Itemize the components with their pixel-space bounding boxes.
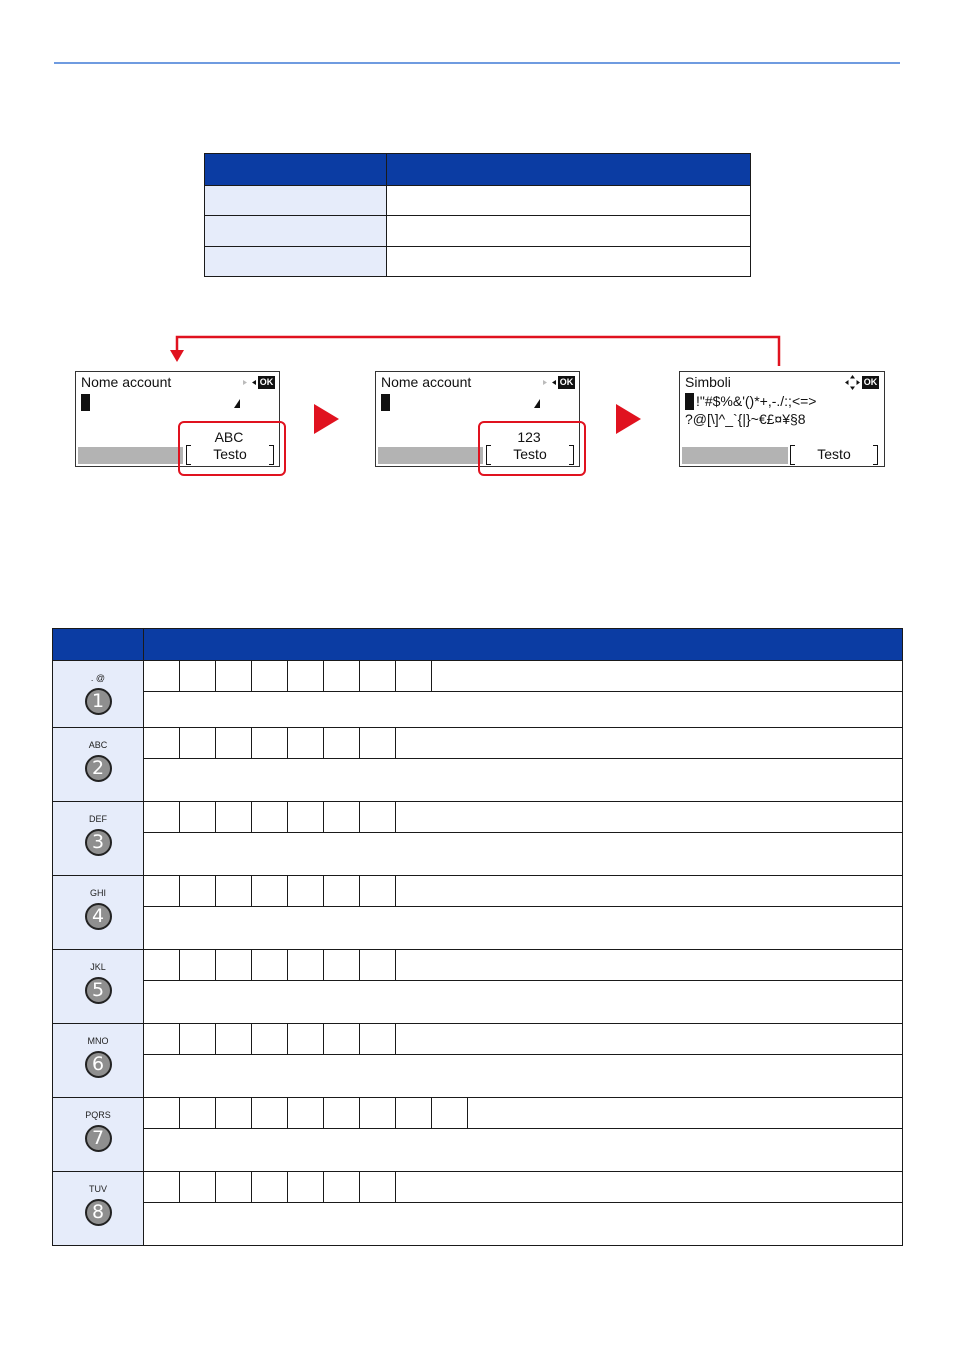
character-cell — [144, 1024, 180, 1054]
numeric-key-icon: 4 — [85, 903, 112, 930]
character-cell — [216, 1098, 252, 1128]
mode-table-cell — [205, 216, 387, 246]
character-cell — [360, 876, 396, 906]
character-cell — [396, 1098, 432, 1128]
key-table-header — [53, 629, 903, 661]
key-table-header-cell — [144, 629, 903, 661]
lcd-screen-symbols — [679, 371, 885, 467]
cursor-arrows-icon — [242, 375, 257, 390]
character-cells — [144, 950, 903, 981]
mode-table-header-cell — [205, 154, 387, 186]
character-cell — [216, 876, 252, 906]
next-step-arrow-icon — [314, 404, 339, 434]
mode-table-row — [205, 216, 751, 246]
symbol-row-1: !"#$%&'()*+,-./:;<=> — [696, 393, 817, 409]
key-letters-label: JKL — [90, 962, 106, 972]
text-cursor — [685, 393, 694, 410]
status-bar — [378, 447, 483, 464]
character-cell — [144, 1098, 180, 1128]
key-cell — [53, 1172, 144, 1246]
next-step-arrow-icon — [616, 404, 641, 434]
ok-icon: OK — [559, 377, 574, 387]
character-cell — [180, 1024, 216, 1054]
mode-table-cell — [387, 216, 751, 246]
key-letters-label: GHI — [89, 888, 106, 898]
key-row — [53, 728, 903, 759]
mode-table-cell — [387, 186, 751, 216]
key-row — [53, 1172, 903, 1203]
ok-icon: OK — [259, 377, 274, 387]
character-cell — [288, 802, 324, 832]
character-cells — [144, 661, 903, 692]
key-cell — [53, 802, 144, 876]
input-indicator-icon — [534, 399, 540, 408]
character-cell — [324, 876, 360, 906]
character-cells — [144, 1172, 903, 1203]
key-letters-label: DEF — [89, 814, 107, 824]
numeric-key-icon: 5 — [85, 977, 112, 1004]
key-row — [53, 661, 903, 692]
key-description-row — [53, 981, 903, 1024]
screen-title: Nome account — [381, 374, 472, 390]
character-cell — [360, 1098, 396, 1128]
key-description-cell — [144, 981, 903, 1024]
softkey-testo[interactable]: Testo — [186, 445, 274, 464]
character-cell — [144, 661, 180, 691]
key-description-row — [53, 1129, 903, 1172]
key-description-row — [53, 759, 903, 802]
screen-title: Nome account — [81, 374, 172, 390]
character-cell — [180, 950, 216, 980]
key-letters-label: PQRS — [85, 1110, 111, 1120]
key-cell — [53, 1024, 144, 1098]
character-cell — [216, 728, 252, 758]
key-description-row — [53, 907, 903, 950]
character-cell — [252, 950, 288, 980]
mode-table-cell — [205, 186, 387, 216]
character-cell — [396, 661, 432, 691]
key-cell — [53, 728, 144, 802]
character-cell — [216, 950, 252, 980]
mode-table-row — [205, 186, 751, 216]
character-cell — [360, 802, 396, 832]
mode-table-row — [205, 246, 751, 276]
key-cell — [53, 661, 144, 728]
status-bar — [682, 447, 788, 464]
key-description-cell — [144, 1203, 903, 1246]
character-cell — [180, 661, 216, 691]
mode-table-header — [205, 154, 751, 186]
ok-icon: OK — [863, 377, 878, 387]
character-cell — [324, 802, 360, 832]
key-description-row — [53, 833, 903, 876]
symbol-row-2: ?@[\]^_`{|}~€£¤¥§8 — [685, 411, 806, 427]
text-cursor — [81, 394, 90, 411]
character-cells — [144, 1024, 903, 1055]
input-mode-label: 123 — [517, 429, 541, 445]
character-cell — [252, 1172, 288, 1202]
character-cell — [324, 661, 360, 691]
key-row — [53, 1024, 903, 1055]
key-description-row — [53, 692, 903, 728]
character-cell — [288, 950, 324, 980]
four-way-arrows-icon — [845, 375, 860, 390]
key-letters-label: . @ — [90, 673, 106, 683]
character-cell — [144, 876, 180, 906]
numeric-key-icon: 3 — [85, 829, 112, 856]
screen-title: Simboli — [685, 374, 731, 390]
character-cell — [180, 876, 216, 906]
input-mode-label: ABC — [214, 429, 244, 445]
character-cell — [216, 802, 252, 832]
character-cells — [144, 802, 903, 833]
key-letters-label: TUV — [89, 1184, 107, 1194]
mode-table-cell — [387, 246, 751, 276]
numeric-key-icon: 2 — [85, 755, 112, 782]
character-cells — [144, 728, 903, 759]
character-cell — [216, 1172, 252, 1202]
character-cell — [252, 661, 288, 691]
character-cell — [360, 728, 396, 758]
character-cells — [144, 1098, 903, 1129]
key-description-row — [53, 1203, 903, 1246]
character-cell — [144, 1172, 180, 1202]
key-description-cell — [144, 833, 903, 876]
key-row — [53, 950, 903, 981]
character-cell — [252, 1024, 288, 1054]
key-description-cell — [144, 1055, 903, 1098]
loop-back-arrow — [165, 330, 790, 370]
character-cell — [324, 1172, 360, 1202]
input-indicator-icon — [234, 399, 240, 408]
key-row — [53, 1098, 903, 1129]
character-cell — [288, 1024, 324, 1054]
key-table-header-cell — [53, 629, 144, 661]
status-bar — [78, 447, 183, 464]
mode-table — [204, 153, 751, 277]
softkey-testo[interactable]: Testo — [790, 445, 878, 464]
text-cursor — [381, 394, 390, 411]
key-letters-label: ABC — [88, 740, 108, 750]
mode-highlight-box — [478, 421, 586, 476]
character-cell — [144, 802, 180, 832]
character-cell — [324, 728, 360, 758]
character-cell — [252, 728, 288, 758]
top-rule — [54, 62, 900, 64]
character-cell — [288, 728, 324, 758]
character-cell — [252, 1098, 288, 1128]
character-cell — [324, 1098, 360, 1128]
key-cell — [53, 876, 144, 950]
key-description-cell — [144, 1129, 903, 1172]
key-description-row — [53, 1055, 903, 1098]
key-cell — [53, 1098, 144, 1172]
character-cell — [324, 1024, 360, 1054]
key-cell — [53, 950, 144, 1024]
character-cell — [144, 950, 180, 980]
key-letters-label: MNO — [87, 1036, 109, 1046]
character-cell — [360, 950, 396, 980]
character-cell — [216, 1024, 252, 1054]
key-description-cell — [144, 759, 903, 802]
key-description-cell — [144, 692, 903, 728]
character-cell — [360, 1172, 396, 1202]
character-cell — [252, 802, 288, 832]
character-cell — [180, 728, 216, 758]
numeric-key-icon: 8 — [85, 1199, 112, 1226]
numeric-key-icon: 7 — [85, 1125, 112, 1152]
character-cell — [180, 1098, 216, 1128]
character-cell — [288, 1098, 324, 1128]
cursor-arrows-icon — [542, 375, 557, 390]
character-cell — [180, 1172, 216, 1202]
character-cell — [252, 876, 288, 906]
character-cell — [288, 1172, 324, 1202]
softkey-testo[interactable]: Testo — [486, 445, 574, 464]
mode-table-cell — [205, 246, 387, 276]
key-row — [53, 876, 903, 907]
character-cell — [180, 802, 216, 832]
key-description-cell — [144, 907, 903, 950]
character-cell — [144, 728, 180, 758]
character-cell — [360, 661, 396, 691]
mode-table-header-cell — [387, 154, 751, 186]
character-cell — [288, 661, 324, 691]
mode-highlight-box — [178, 421, 286, 476]
numeric-key-icon: 1 — [85, 688, 112, 715]
character-cell — [432, 1098, 468, 1128]
character-cell — [360, 1024, 396, 1054]
numeric-key-icon: 6 — [85, 1051, 112, 1078]
character-cells — [144, 876, 903, 907]
key-row — [53, 802, 903, 833]
key-table — [52, 628, 903, 1246]
character-cell — [288, 876, 324, 906]
character-cell — [216, 661, 252, 691]
character-cell — [324, 950, 360, 980]
